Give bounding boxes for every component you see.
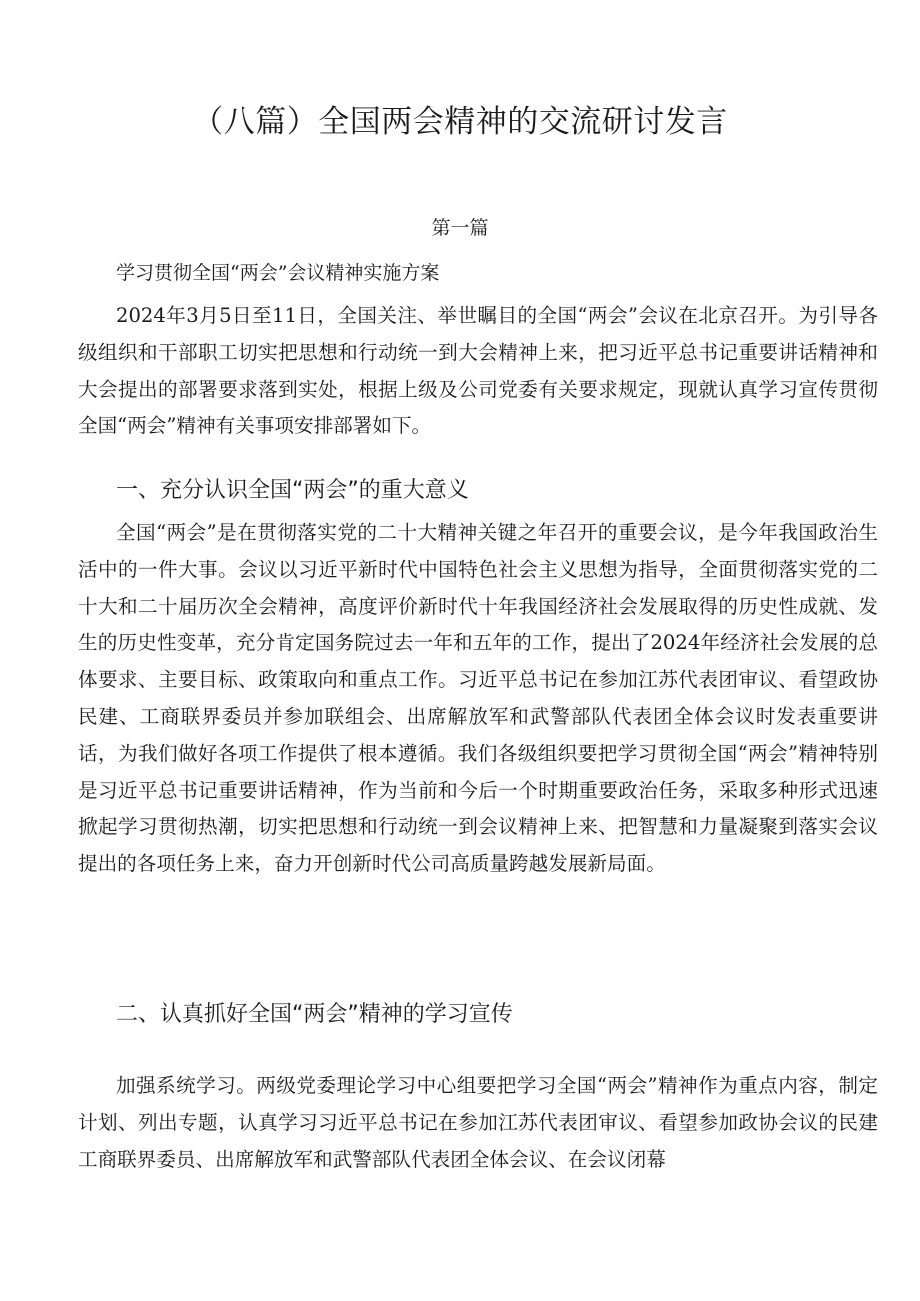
paragraph-significance: 全国“两会”是在贯彻落实党的二十大精神关键之年召开的重要会议，是今年我国政治生活中的一件大事。会议以习近平新时代中国特色社会主义思想为指导，全面贯彻落实党的二十大和二十届历次全会精神，高度评价新时代十年我国经济社会发展取得的历史性成就、发生的历史性变革，充分肯定国务院过去一年和五年的工作，提出了2024年经济社会发展的总体要求、主要目标、政策取向和重点工作。习近平总书记在参加江苏代表团审议、看望政协民建、工商联界委员并参加联组会、出席解放军和武警部队代表团全体会议时发表重要讲话，为我们做好各项工作提供了根本遵循。我们各级组织要把学习贯彻全国“两会”精神特别是习近平总书记重要讲话精神，作为当前和今后一个时期重要政治任务，采取多种形式迅速掀起学习贯彻热潮，切实把思想和行动统一到会议精神上来、把智慧和力量凝聚到落实会议提出的各项任务上来，奋力开创新时代公司高质量跨越发展新局面。 [78, 521, 878, 876]
subtitle: 学习贯彻全国“两会”会议精神实施方案 [116, 262, 440, 284]
document-title: （八篇）全国两会精神的交流研讨发言 [192, 104, 728, 140]
paragraph-intro: 2024年3月5日至11日，全国关注、举世瞩目的全国“两会”会议在北京召开。为引导各级组织和干部职工切实把思想和行动统一到大会精神上来，把习近平总书记重要讲话精神和大会提出的部署要求落到实处，根据上级及公司党委有关要求规定，现就认真学习宣传贯彻全国“两会”精神有关事项安排部署如下。 [78, 304, 878, 438]
paragraph-study: 加强系统学习。两级党委理论学习中心组要把学习全国“两会”精神作为重点内容，制定计划、列出专题，认真学习习近平总书记在参加江苏代表团审议、看望参加政协会议的民建工商联界委员、出席解放军和武警部队代表团全体会议、在会议闭幕 [78, 1074, 878, 1171]
heading-significance: 一、充分认识全国“两会”的重大意义 [116, 478, 469, 503]
heading-study: 二、认真抓好全国“两会”精神的学习宣传 [116, 1002, 513, 1027]
section-label: 第一篇 [431, 217, 489, 239]
